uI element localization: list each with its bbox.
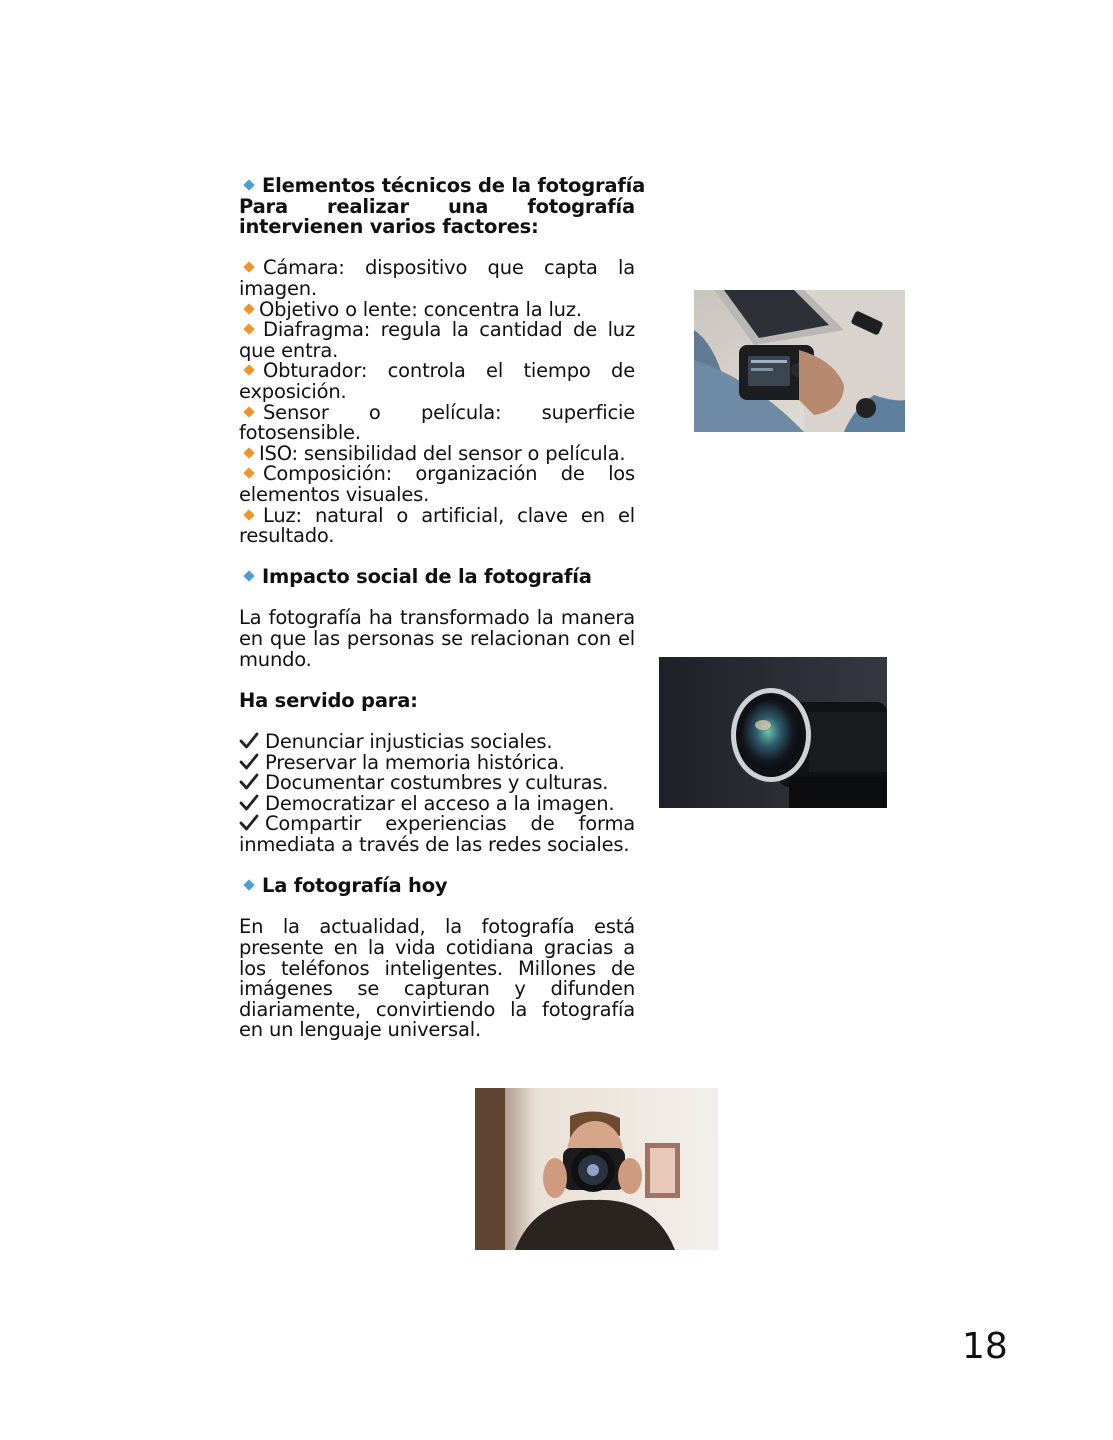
diamond-bullet-icon xyxy=(243,509,254,520)
subheading: Ha servido para: xyxy=(239,688,418,712)
diamond-bullet-icon xyxy=(243,468,254,479)
checkmark-icon xyxy=(239,773,259,791)
paragraph-line: los teléfonos inteligentes. Millones de xyxy=(239,956,635,980)
paragraph-line: presente en la vida cotidiana gracias a xyxy=(239,935,635,959)
paragraph-line: mundo. xyxy=(239,647,312,671)
paragraph-line: En la actualidad, la fotografía está xyxy=(239,915,635,939)
checkmark-icon xyxy=(239,753,259,771)
list-item-cont: resultado. xyxy=(239,524,335,548)
checkmark-icon xyxy=(239,794,259,812)
diamond-bullet-icon xyxy=(243,303,254,314)
diamond-bullet-icon xyxy=(243,365,254,376)
diamond-bullet-icon xyxy=(243,406,254,417)
list-item: Cámara: dispositivo que capta la xyxy=(239,258,635,279)
paragraph-line: diariamente, convirtiendo la fotografía xyxy=(239,997,635,1021)
list-item: Sensor o película: superficie xyxy=(239,403,635,424)
list-item-cont: que entra. xyxy=(239,338,339,362)
list-item-cont: fotosensible. xyxy=(239,421,361,445)
check-item: Compartir experiencias de forma xyxy=(239,814,635,835)
diamond-bullet-icon xyxy=(243,447,254,458)
checkmark-icon xyxy=(239,732,259,750)
check-item-cont: inmediata a través de las redes sociales. xyxy=(239,833,630,856)
list-item-cont: imagen. xyxy=(239,276,317,300)
main-text-column xyxy=(239,174,646,1042)
photo-camera-laptop xyxy=(694,290,905,432)
diamond-bullet-icon xyxy=(243,571,254,582)
intro-line-2: intervienen varios factores: xyxy=(239,215,539,239)
check-item: Denunciar injusticias sociales. xyxy=(239,732,635,753)
paragraph-line: La fotografía ha transformado la manera xyxy=(239,606,635,630)
list-item: Luz: natural o artificial, clave en el xyxy=(239,506,635,527)
diamond-bullet-icon xyxy=(243,262,254,273)
photographer-illustration xyxy=(475,1088,718,1250)
paragraph-line: imágenes se capturan y difunden xyxy=(239,977,635,1001)
list-item: Diafragma: regula la cantidad de luz xyxy=(239,320,635,341)
check-item: Democratizar el acceso a la imagen. xyxy=(239,794,635,815)
intro-line-1: Para realizar una fotografía xyxy=(239,194,635,218)
list-item-cont: elementos visuales. xyxy=(239,482,430,506)
section-heading-today: La fotografía hoy xyxy=(239,876,635,897)
checkmark-icon xyxy=(239,814,259,832)
list-item: Obturador: controla el tiempo de xyxy=(239,361,635,382)
paragraph-line: en un lenguaje universal. xyxy=(239,1018,481,1042)
camera-lens-illustration xyxy=(659,657,887,808)
check-item: Preservar la memoria histórica. xyxy=(239,753,635,774)
diamond-bullet-icon xyxy=(243,179,254,190)
section-heading-tech: Elementos técnicos de la fotografía xyxy=(239,176,635,197)
page-number: 18 xyxy=(962,1326,1008,1367)
list-item: Composición: organización de los xyxy=(239,464,635,485)
diamond-bullet-icon xyxy=(243,323,254,334)
paragraph-line: en que las personas se relacionan con el xyxy=(239,627,635,651)
photo-camera-lens xyxy=(659,657,887,808)
photo-photographer xyxy=(475,1088,718,1250)
list-item: Objetivo o lente: concentra la luz. xyxy=(239,300,635,321)
list-item-cont: exposición. xyxy=(239,379,347,403)
diamond-bullet-icon xyxy=(243,880,254,891)
section-heading-impact: Impacto social de la fotografía xyxy=(239,567,635,588)
check-item: Documentar costumbres y culturas. xyxy=(239,773,635,794)
camera-laptop-illustration xyxy=(694,290,905,432)
list-item: ISO: sensibilidad del sensor o película. xyxy=(239,444,635,465)
